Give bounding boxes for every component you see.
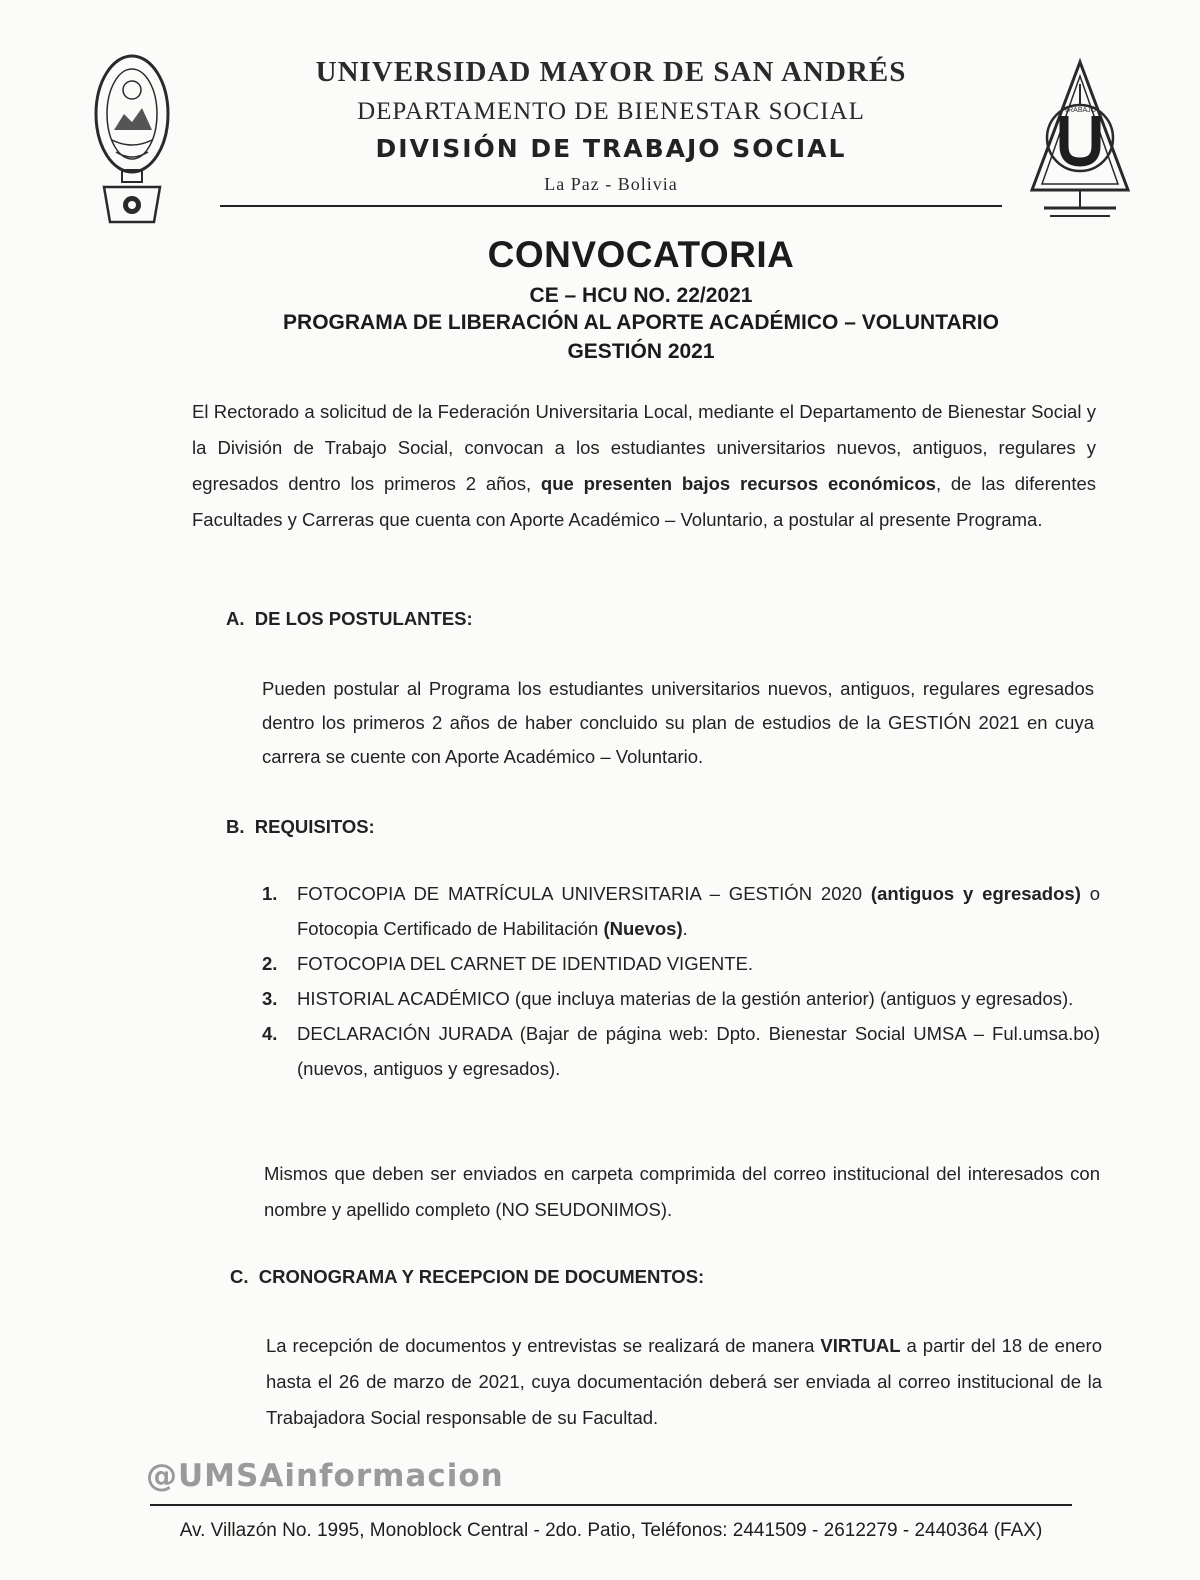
header-divider xyxy=(220,205,1002,207)
section-c-paragraph xyxy=(266,1328,1102,1436)
city-label: La Paz - Bolivia xyxy=(544,174,678,194)
footer-divider xyxy=(150,1504,1072,1506)
item-text: o Fotocopia Certificado de Habilitación xyxy=(297,883,1100,939)
division-name: DIVISIÓN DE TRABAJO SOCIAL xyxy=(375,134,847,163)
item-number: 3. xyxy=(262,988,278,1009)
trabajo-social-logo xyxy=(1024,58,1136,230)
section-b-heading: B. REQUISITOS: xyxy=(226,816,375,837)
section-c-text-2: a partir del 18 de enero hasta el 26 de marzo de 2021, cuya documentación deberá ser enviada al correo institucional de la Trabajadora Social responsable de su Facultad. xyxy=(266,1335,1102,1428)
intro-paragraph xyxy=(192,394,1096,538)
section-c-bold-text: VIRTUAL xyxy=(820,1335,901,1356)
item-text: HISTORIAL ACADÉMICO (que incluya materias de la gestión anterior) (antiguos y egresados). xyxy=(297,988,1074,1009)
requirements-list xyxy=(262,876,1100,1086)
item-text: FOTOCOPIA DEL CARNET DE IDENTIDAD VIGENTE. xyxy=(297,953,754,974)
resolution-number: CE – HCU NO. 22/2021 xyxy=(529,284,753,307)
item-bold-text: (Nuevos) xyxy=(603,918,683,939)
item-text: . xyxy=(682,918,688,939)
section-c-heading: C. CRONOGRAMA Y RECEPCION DE DOCUMENTOS: xyxy=(230,1266,705,1287)
item-text: FOTOCOPIA DE MATRÍCULA UNIVERSITARIA – GESTIÓN 2020 xyxy=(297,883,871,904)
section-a-paragraph: Pueden postular al Programa los estudiantes universitarios nuevos, antiguos, regulares egresados dentro los primeros 2 años de haber concluido su plan de estudios de la GESTIÓN 2021 en cuya carrera se cuente con Aporte Académico – Voluntario. xyxy=(262,678,1094,767)
management-year: GESTIÓN 2021 xyxy=(567,340,715,363)
university-name: UNIVERSIDAD MAYOR DE SAN ANDRÉS xyxy=(315,56,907,88)
item-text: DECLARACIÓN JURADA (Bajar de página web: Dpto. Bienestar Social UMSA – Ful.umsa.bo) (nuevos, antiguos y egresados). xyxy=(297,1023,1100,1079)
list-item xyxy=(262,876,1100,946)
program-name: PROGRAMA DE LIBERACIÓN AL APORTE ACADÉMICO – VOLUNTARIO xyxy=(283,311,999,334)
requirements-closing: Mismos que deben ser enviados en carpeta comprimida del correo institucional del interesados con nombre y apellido completo (NO SEUDONIMOS). xyxy=(264,1163,1100,1220)
intro-text-1: El Rectorado a solicitud de la Federación Universitaria Local, mediante el Departamento de Bienestar Social y la División de Trabajo Social, convocan a los estudiantes universitarios nuevos, antiguos, regulares y egresados dentro los primeros 2 años, xyxy=(192,401,1096,494)
university-seal-logo xyxy=(92,52,172,230)
section-c-text-1: La recepción de documentos y entrevistas se realizará de manera xyxy=(266,1335,821,1356)
intro-text-2: , de las diferentes Facultades y Carreras que cuenta con Aporte Académico – Voluntario, a postular al presente Programa. xyxy=(192,473,1097,530)
footer-address: Av. Villazón No. 1995, Monoblock Central - 2do. Patio, Teléfonos: 2441509 - 2612279 - 2440364 (FAX) xyxy=(179,1520,1043,1541)
social-handle-watermark: @UMSAinformacion xyxy=(146,1458,504,1494)
document-title: CONVOCATORIA xyxy=(487,234,795,275)
list-item xyxy=(262,946,1100,981)
list-item xyxy=(262,1016,1100,1086)
list-item xyxy=(262,981,1100,1016)
item-number: 1. xyxy=(262,883,278,904)
department-name: DEPARTAMENTO DE BIENESTAR SOCIAL xyxy=(357,98,865,125)
item-number: 2. xyxy=(262,953,278,974)
intro-bold-text: que presenten bajos recursos económicos xyxy=(540,473,936,494)
item-number: 4. xyxy=(262,1023,278,1044)
logo-caption: TRABAJO xyxy=(1063,107,1097,114)
item-bold-text: (antiguos y egresados) xyxy=(870,883,1081,904)
section-a-heading: A. DE LOS POSTULANTES: xyxy=(226,608,473,629)
